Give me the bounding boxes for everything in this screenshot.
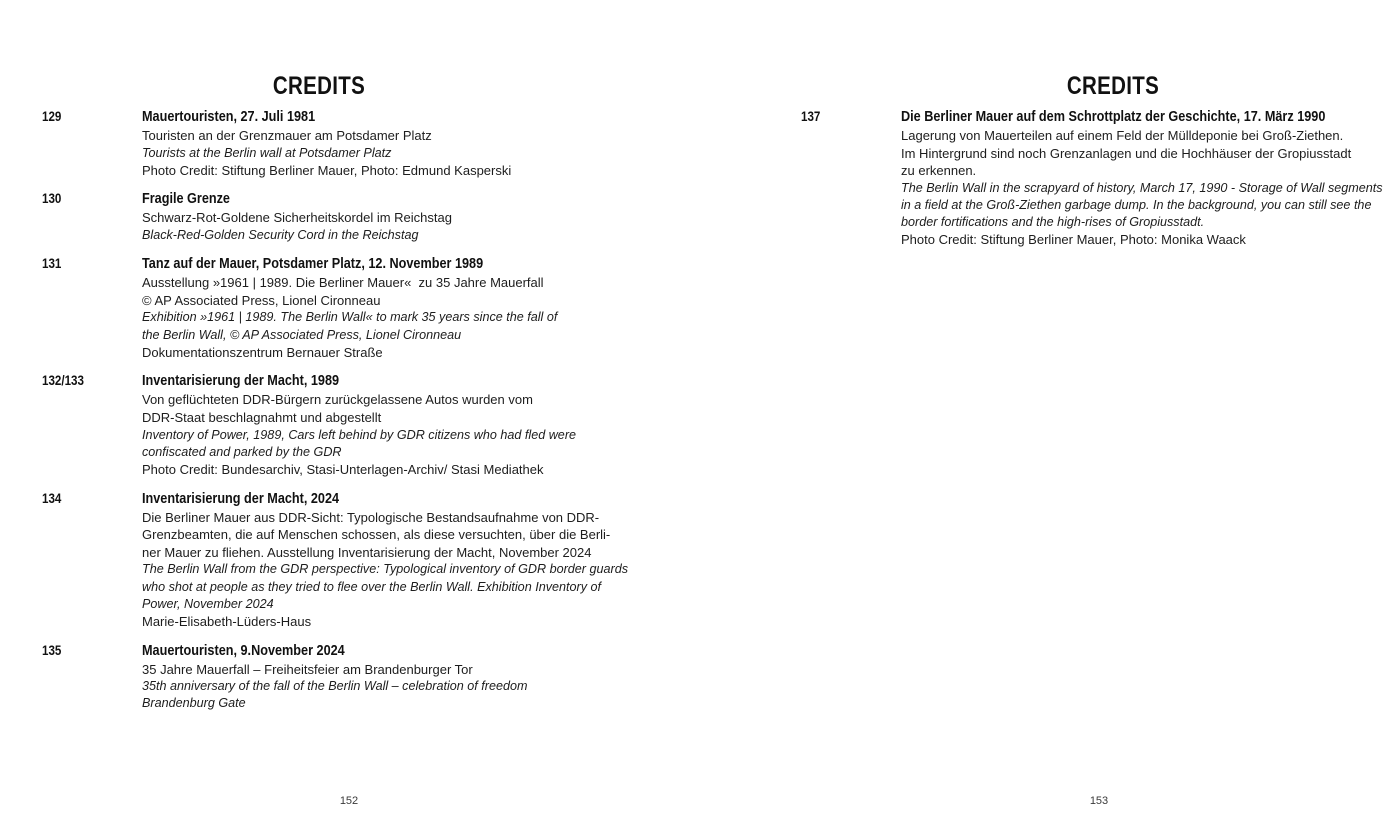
credit-entry	[42, 642, 642, 713]
credit-line-translation: Exhibition »1961 | 1989. The Berlin Wall« to mark 35 years since the fall of	[142, 310, 558, 325]
credit-entry-body	[901, 108, 1400, 249]
credit-entry-number: 131	[42, 256, 62, 272]
credit-entry-heading: Tanz auf der Mauer, Potsdamer Platz, 12. November 1989	[142, 256, 484, 273]
credit-line: Von geflüchteten DDR-Bürgern zurückgelassene Autos wurden vom	[142, 392, 533, 408]
credit-entry	[42, 255, 642, 361]
page-title: CREDITS	[1066, 72, 1160, 100]
credit-line: Dokumentationszentrum Bernauer Straße	[142, 344, 383, 360]
credit-line: Photo Credit: Stiftung Berliner Mauer, Photo: Edmund Kasperski	[142, 162, 512, 178]
folio-number: 153	[1089, 795, 1109, 807]
credit-line: 35 Jahre Mauerfall – Freiheitsfeier am Brandenburger Tor	[142, 661, 473, 677]
folio-number: 152	[339, 795, 359, 807]
credit-entry-number: 129	[42, 109, 62, 124]
credit-entry-body	[142, 490, 642, 631]
credit-line: DDR-Staat beschlagnahmt und abgestellt	[142, 409, 382, 425]
credit-entry-heading: Inventarisierung der Macht, 1989	[142, 373, 340, 390]
page-title: CREDITS	[272, 72, 366, 100]
credit-line: Marie-Elisabeth-Lüders-Haus	[142, 613, 312, 629]
credits-list-right	[801, 108, 1400, 260]
credit-line-translation: who shot at people as they tried to flee over the Berlin Wall. Exhibition Inventory of	[142, 579, 601, 594]
credit-line-translation: confiscated and parked by the GDR	[142, 444, 342, 459]
credit-entry-number: 137	[801, 109, 821, 124]
credit-line-translation: Inventory of Power, 1989, Cars left behind by GDR citizens who had fled were	[142, 427, 577, 442]
credit-entry-number: 135	[42, 642, 62, 658]
credit-line: © AP Associated Press, Lionel Cironneau	[142, 292, 381, 308]
credit-entry	[42, 490, 642, 631]
credit-entry-body	[142, 642, 642, 713]
credit-entry	[801, 108, 1400, 249]
page-right	[700, 0, 1400, 831]
credit-entry-number: 134	[42, 490, 62, 506]
credit-line: Photo Credit: Bundesarchiv, Stasi-Unterlagen-Archiv/ Stasi Mediathek	[142, 461, 544, 477]
credit-entry-heading: Mauertouristen, 27. Juli 1981	[142, 109, 316, 125]
credit-line-translation: Black-Red-Golden Security Cord in the Reichstag	[142, 227, 419, 242]
credit-entry	[42, 372, 642, 478]
credit-line-translation: the Berlin Wall, © AP Associated Press, Lionel Cironneau	[142, 327, 462, 342]
credit-line-translation: The Berlin Wall from the GDR perspective: Typological inventory of GDR border guards	[142, 562, 628, 577]
credit-entry-heading: Mauertouristen, 9.November 2024	[142, 642, 345, 659]
credit-entry-number: 132/133	[42, 373, 84, 389]
credit-line-translation: Brandenburg Gate	[142, 696, 246, 711]
credit-entry	[42, 108, 642, 179]
credit-line: Photo Credit: Stiftung Berliner Mauer, Photo: Monika Waack	[901, 232, 1246, 248]
credit-line: Grenzbeamten, die auf Menschen schossen, als diese versuchten, über die Berli-	[142, 527, 611, 543]
credit-line: Im Hintergrund sind noch Grenzanlagen und die Hochhäuser der Gropiusstadt	[901, 145, 1352, 161]
credit-line-translation: border fortifications and the high-rises of Gropiusstadt.	[901, 215, 1205, 230]
credit-line: zu erkennen.	[901, 163, 977, 179]
credit-line-translation: Tourists at the Berlin wall at Potsdamer Platz	[142, 145, 392, 160]
credit-line-translation: Power, November 2024	[142, 596, 274, 611]
credit-entry-number: 130	[42, 191, 62, 207]
credit-line: Touristen an der Grenzmauer am Potsdamer Platz	[142, 128, 432, 143]
credit-line-translation: The Berlin Wall in the scrapyard of history, March 17, 1990 - Storage of Wall segments	[901, 180, 1383, 195]
credits-list-left	[42, 108, 642, 724]
credit-entry-heading: Fragile Grenze	[142, 191, 230, 208]
credit-line: ner Mauer zu fliehen. Ausstellung Inventarisierung der Macht, November 2024	[142, 544, 592, 560]
credit-entry-body	[142, 190, 642, 244]
credit-line-translation: in a field at the Groß-Ziethen garbage dump. In the background, you can still see the	[901, 197, 1372, 212]
credit-entry-heading: Inventarisierung der Macht, 2024	[142, 490, 340, 507]
credit-entry-body	[142, 108, 642, 179]
credit-line: Schwarz-Rot-Goldene Sicherheitskordel im Reichstag	[142, 210, 452, 226]
credit-line: Die Berliner Mauer aus DDR-Sicht: Typologische Bestandsaufnahme von DDR-	[142, 509, 600, 525]
credit-line: Ausstellung »1961 | 1989. Die Berliner Mauer« zu 35 Jahre Mauerfall	[142, 275, 544, 291]
credit-entry-body	[142, 255, 642, 361]
credit-entry-body	[142, 372, 642, 478]
credit-entry	[42, 190, 642, 244]
credit-line-translation: 35th anniversary of the fall of the Berlin Wall – celebration of freedom	[142, 679, 528, 694]
credit-entry-heading: Die Berliner Mauer auf dem Schrottplatz der Geschichte, 17. März 1990	[901, 109, 1326, 125]
credit-line: Lagerung von Mauerteilen auf einem Feld der Mülldeponie bei Groß-Ziethen.	[901, 128, 1344, 143]
